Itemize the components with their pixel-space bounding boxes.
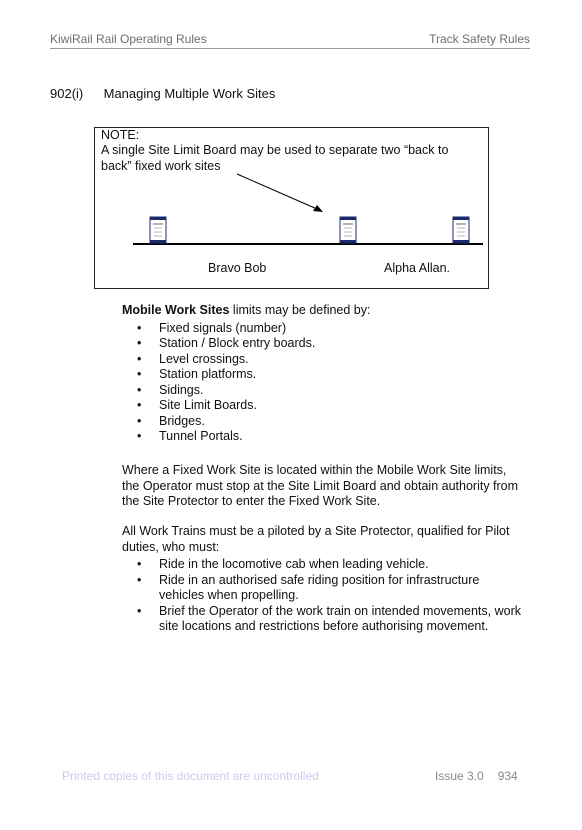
section-heading xyxy=(50,86,275,101)
list-item: • Sidings. xyxy=(122,383,522,399)
station-label-bravo-bob: Bravo Bob xyxy=(208,261,267,275)
fixed-work-site-paragraph: Where a Fixed Work Site is located within the Mobile Work Site limits, the Operator must stop at the Site Limit Board and obtain authority from the Site Protector to enter the Fixed Work Site. xyxy=(122,463,519,508)
note-text: A single Site Limit Board may be used to separate two “back to back” fixed work sites xyxy=(101,143,449,173)
list-item: • Level crossings. xyxy=(122,352,522,368)
list-item: • Brief the Operator of the work train on intended movements, work site locations and restrictions before authorising movement. xyxy=(122,604,522,635)
header-document-title: KiwiRail Rail Operating Rules xyxy=(50,32,207,46)
footer-issue: Issue 3.0 xyxy=(435,769,484,783)
footer-page-number: 934 xyxy=(497,769,518,783)
mobile-work-sites-block xyxy=(122,303,522,445)
mobile-limits-list xyxy=(122,321,522,445)
note-box xyxy=(94,127,489,289)
section-title: Managing Multiple Work Sites xyxy=(103,86,276,101)
list-item: • Tunnel Portals. xyxy=(122,429,522,445)
list-item: • Site Limit Boards. xyxy=(122,398,522,414)
site-limit-board-right xyxy=(453,217,469,243)
list-item: • Ride in the locomotive cab when leading vehicle. xyxy=(122,557,522,573)
header-rule xyxy=(50,48,530,49)
pointer-arrow xyxy=(237,174,317,209)
pilot-block xyxy=(122,524,522,635)
station-label-alpha-allan: Alpha Allan. xyxy=(384,261,451,275)
list-item: • Fixed signals (number) xyxy=(122,321,522,337)
mobile-work-sites-term: Mobile Work Sites xyxy=(122,303,230,317)
pilot-duties-list xyxy=(122,557,522,635)
footer-issue-page xyxy=(435,769,518,783)
list-item: • Bridges. xyxy=(122,414,522,430)
mobile-work-sites-intro-rest: limits may be defined by: xyxy=(229,303,371,317)
mobile-work-sites-intro xyxy=(122,303,522,319)
section-number: 902(i) xyxy=(50,86,84,101)
footer-uncontrolled-notice: Printed copies of this document are uncontrolled xyxy=(62,769,319,783)
note-heading: NOTE: xyxy=(101,128,140,142)
site-limit-board-left xyxy=(150,217,166,243)
pilot-intro: All Work Trains must be a piloted by a Site Protector, qualified for Pilot duties, who must: xyxy=(122,524,510,554)
site-limit-board-middle xyxy=(340,217,356,243)
list-item: • Station / Block entry boards. xyxy=(122,336,522,352)
arrow-head-icon xyxy=(313,205,323,212)
header-section-title: Track Safety Rules xyxy=(429,32,530,46)
list-item: • Station platforms. xyxy=(122,367,522,383)
list-item: • Ride in an authorised safe riding position for infrastructure vehicles when propelling. xyxy=(122,573,522,604)
